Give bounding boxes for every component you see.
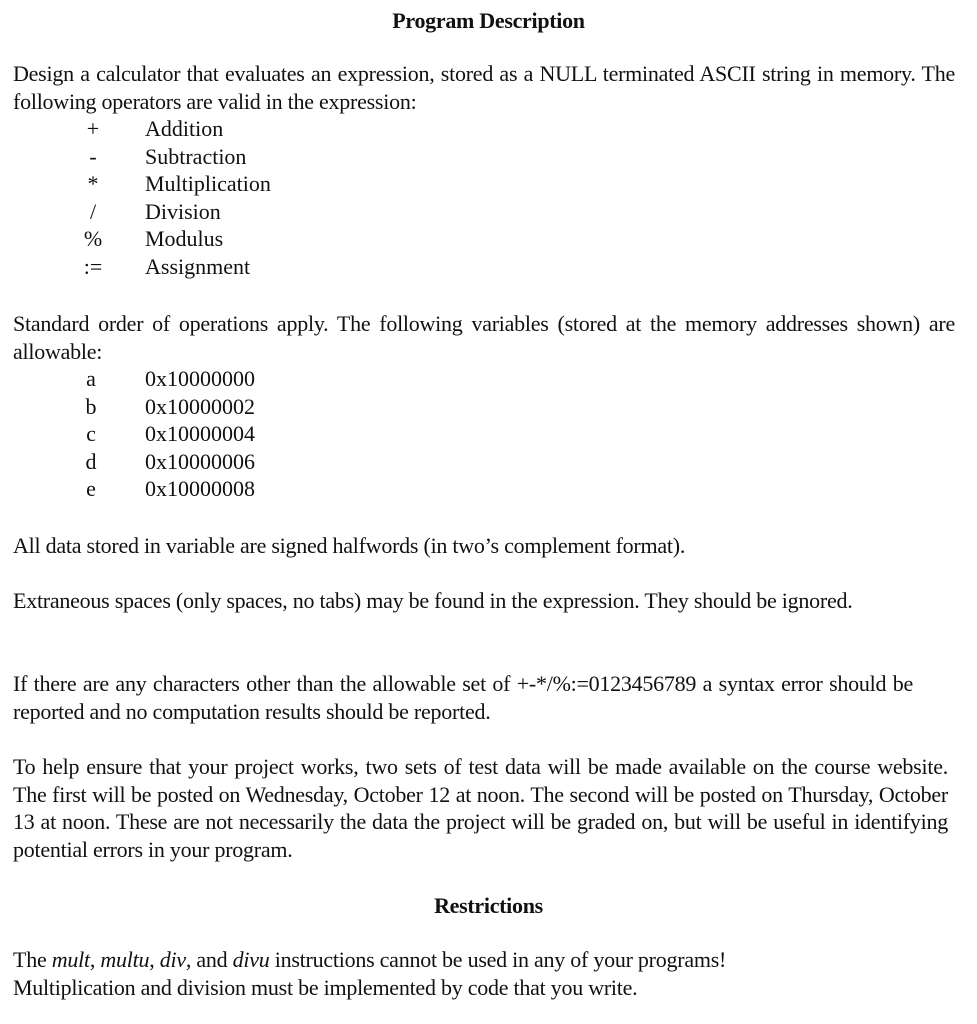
- text-fragment: ,: [149, 947, 160, 972]
- variable-name: d: [85, 448, 97, 474]
- instruction-mult: mult: [51, 947, 90, 972]
- operator-name: Subtraction: [145, 143, 247, 169]
- variables-intro-paragraph: Standard order of operations apply. The following variables (stored at the memory addresses shown) are allowable:: [13, 311, 955, 364]
- variable-address: 0x10000008: [145, 476, 255, 501]
- text-fragment: instructions cannot be used in any of your programs!: [269, 947, 727, 972]
- operator-symbol: %: [83, 226, 103, 251]
- data-format-paragraph: All data stored in variable are signed halfwords (in two’s complement format).: [13, 533, 686, 558]
- instruction-div: div: [159, 947, 186, 972]
- text-fragment: ,: [89, 947, 101, 972]
- instruction-divu: divu: [232, 947, 270, 972]
- instruction-multu: multu: [100, 947, 150, 972]
- operator-symbol: :=: [83, 253, 103, 279]
- operator-symbol: -: [89, 143, 97, 169]
- variable-name: b: [85, 393, 97, 419]
- operator-name: Addition: [145, 116, 224, 141]
- variable-address: 0x10000006: [145, 448, 255, 474]
- operator-name: Modulus: [145, 226, 224, 251]
- text-fragment: The: [13, 947, 52, 972]
- operator-symbol: *: [87, 171, 99, 196]
- variable-address: 0x10000002: [145, 393, 255, 419]
- operator-symbol: +: [86, 116, 100, 141]
- restrictions-line-1: [13, 946, 955, 974]
- syntax-error-paragraph: If there are any characters other than the allowable set of +-*/%:=0123456789 a syntax error should be reported and no computation results should be reported.: [13, 671, 913, 724]
- variable-name: a: [86, 366, 96, 391]
- program-description-heading: Program Description: [392, 8, 585, 33]
- restrictions-paragraph: [13, 946, 955, 1001]
- operator-name: Multiplication: [145, 171, 271, 196]
- operator-name: Division: [145, 198, 221, 224]
- text-fragment: , and: [185, 947, 233, 972]
- operator-name: Assignment: [145, 253, 251, 279]
- intro-paragraph: Design a calculator that evaluates an expression, stored as a NULL terminated ASCII string in memory. The following operators are valid in the expression:: [13, 61, 955, 114]
- restrictions-line-2: Multiplication and division must be implemented by code that you write.: [13, 974, 638, 1000]
- restrictions-heading: Restrictions: [434, 893, 543, 918]
- spaces-paragraph: Extraneous spaces (only spaces, no tabs) may be found in the expression. They should be ignored.: [13, 588, 853, 613]
- variable-name: c: [86, 421, 96, 446]
- variable-address: 0x10000000: [145, 366, 255, 391]
- test-data-paragraph: To help ensure that your project works, two sets of test data will be made available on the course website. The first will be posted on Wednesday, October 12 at noon. The second will be posted on Thursday, October 13 at noon. These are not necessarily the data the project will be graded on, but will be useful in identifying potential errors in your program.: [13, 754, 948, 862]
- variable-name: e: [86, 476, 96, 501]
- operator-symbol: /: [89, 198, 97, 224]
- variable-address: 0x10000004: [145, 421, 255, 446]
